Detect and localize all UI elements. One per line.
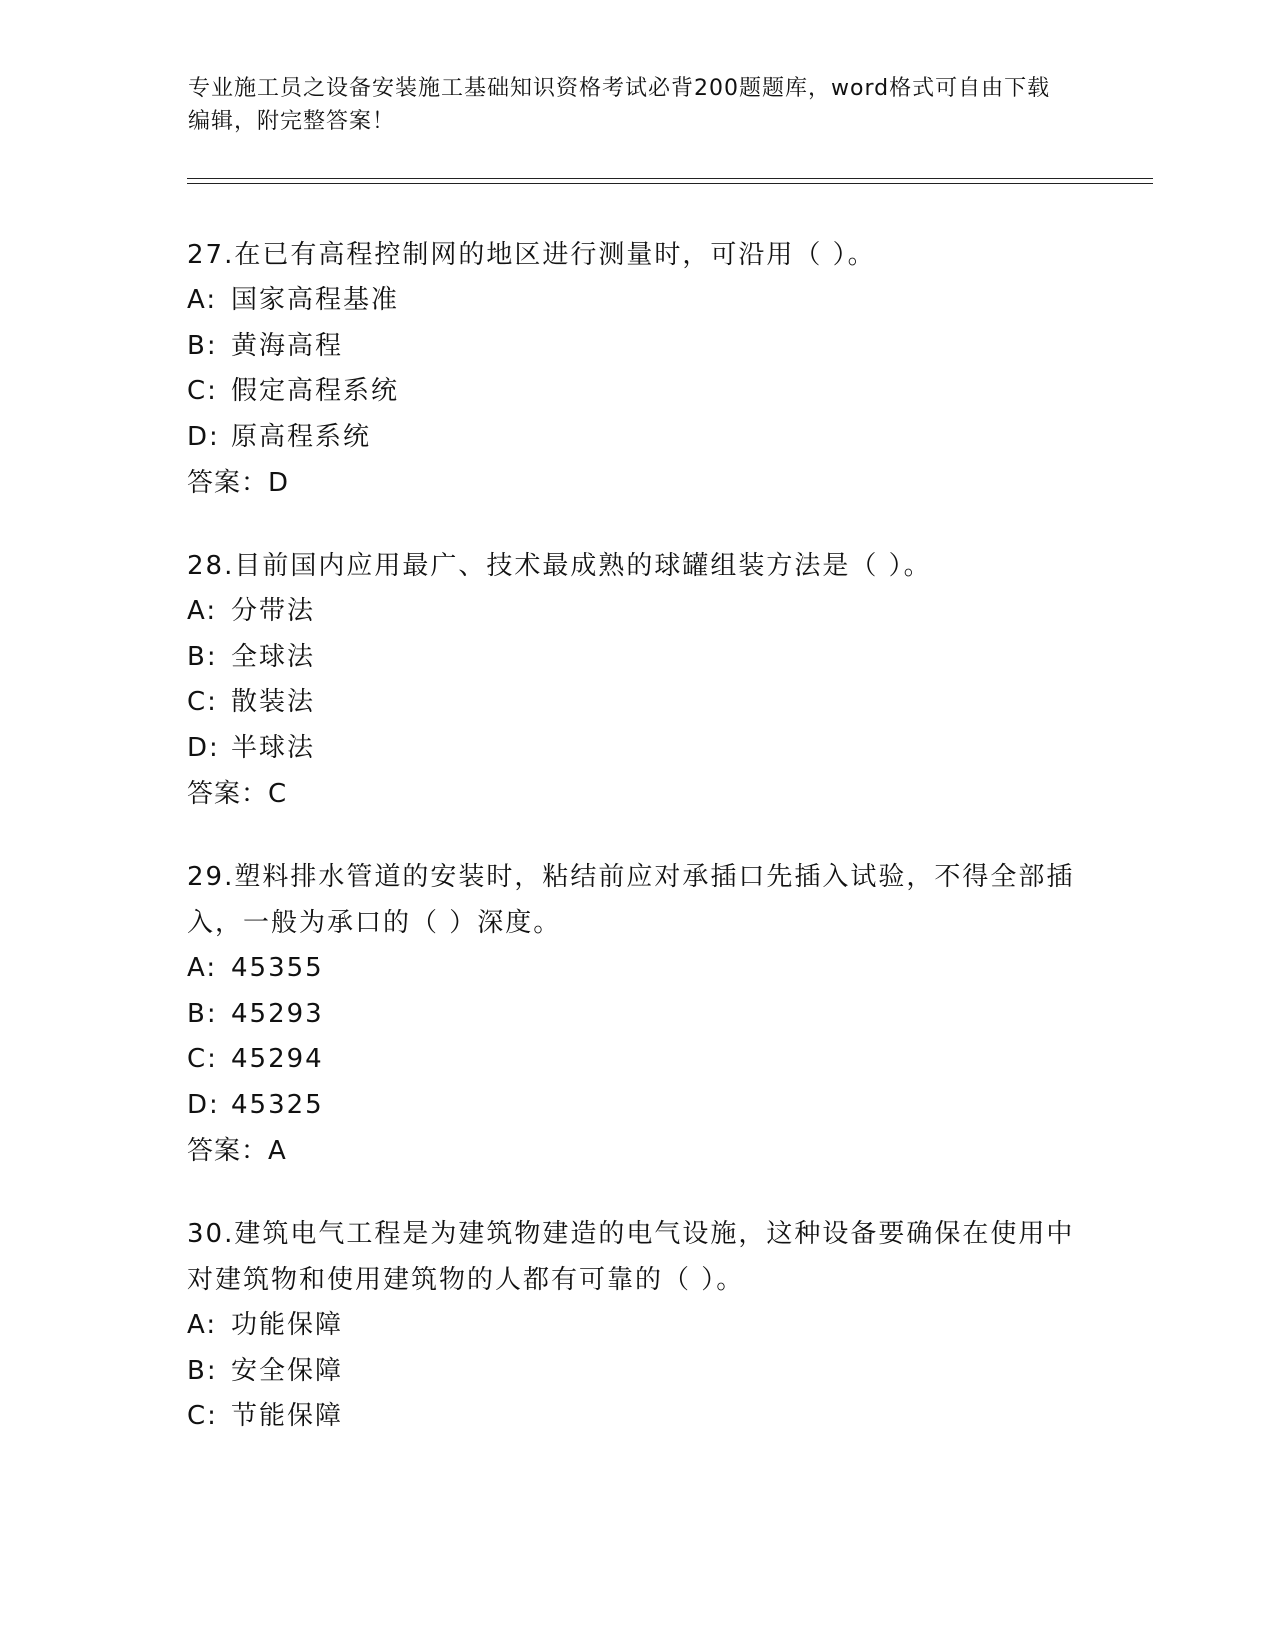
option-key: D:	[187, 421, 220, 452]
option-key: B:	[187, 998, 218, 1029]
option-text: 45325	[231, 1089, 324, 1120]
option-text: 黄海高程	[231, 330, 344, 361]
option-text: 假定高程系统	[231, 376, 400, 406]
option-text: 安全保障	[231, 1355, 344, 1386]
option-d	[187, 726, 1087, 772]
option-key: A:	[187, 285, 218, 315]
option-text: 国家高程基准	[231, 285, 400, 315]
option-d	[187, 415, 1087, 461]
option-text: 原高程系统	[231, 421, 372, 452]
option-a	[187, 1303, 1087, 1349]
question-29	[187, 854, 1087, 1174]
option-d	[187, 1083, 1087, 1129]
option-c	[187, 680, 1087, 726]
option-c	[187, 369, 1087, 415]
option-key: C:	[187, 687, 218, 717]
option-key: B:	[187, 330, 218, 361]
option-text: 功能保障	[231, 1310, 344, 1340]
header-rule-top	[187, 178, 1153, 179]
answer-line: 答案：C	[187, 779, 288, 809]
answer-line: 答案：A	[187, 1136, 287, 1166]
question-27	[187, 232, 1087, 506]
option-text: 节能保障	[231, 1401, 344, 1431]
option-key: D:	[187, 732, 220, 763]
option-c	[187, 1037, 1087, 1083]
option-text: 45293	[231, 998, 324, 1029]
option-text: 全球法	[231, 641, 316, 672]
header-rule-bottom	[187, 183, 1153, 184]
option-key: D:	[187, 1089, 220, 1120]
option-key: C:	[187, 1044, 218, 1074]
option-key: C:	[187, 376, 218, 406]
option-b	[187, 324, 1087, 370]
question-list	[187, 232, 1087, 1477]
option-a	[187, 946, 1087, 992]
option-a	[187, 589, 1087, 635]
option-text: 分带法	[231, 596, 316, 626]
question-28	[187, 543, 1087, 817]
option-key: A:	[187, 1310, 218, 1340]
option-key: C:	[187, 1401, 218, 1431]
question-stem: 27.在已有高程控制网的地区进行测量时，可沿用（ ）。	[187, 240, 876, 270]
option-key: B:	[187, 641, 218, 672]
option-key: B:	[187, 1355, 218, 1386]
option-text: 45355	[231, 953, 324, 983]
option-text: 半球法	[231, 732, 316, 763]
question-30	[187, 1211, 1087, 1440]
option-text: 45294	[231, 1044, 324, 1074]
document-header: 专业施工员之设备安装施工基础知识资格考试必背200题题库，word格式可自由下载编辑，附完整答案！	[188, 76, 1051, 134]
question-stem: 29.塑料排水管道的安装时，粘结前应对承插口先插入试验，不得全部插入，一般为承口的（ ）深度。	[187, 862, 1075, 938]
answer-line: 答案：D	[187, 468, 290, 498]
option-text: 散装法	[231, 687, 316, 717]
option-key: A:	[187, 596, 218, 626]
question-stem: 30.建筑电气工程是为建筑物建造的电气设施，这种设备要确保在使用中对建筑物和使用建筑物的人都有可靠的（ ）。	[187, 1219, 1075, 1295]
question-stem: 28.目前国内应用最广、技术最成熟的球罐组装方法是（ ）。	[187, 551, 932, 581]
option-b	[187, 1349, 1087, 1395]
option-key: A:	[187, 953, 218, 983]
option-c	[187, 1394, 1087, 1440]
option-b	[187, 635, 1087, 681]
option-a	[187, 278, 1087, 324]
option-b	[187, 992, 1087, 1038]
